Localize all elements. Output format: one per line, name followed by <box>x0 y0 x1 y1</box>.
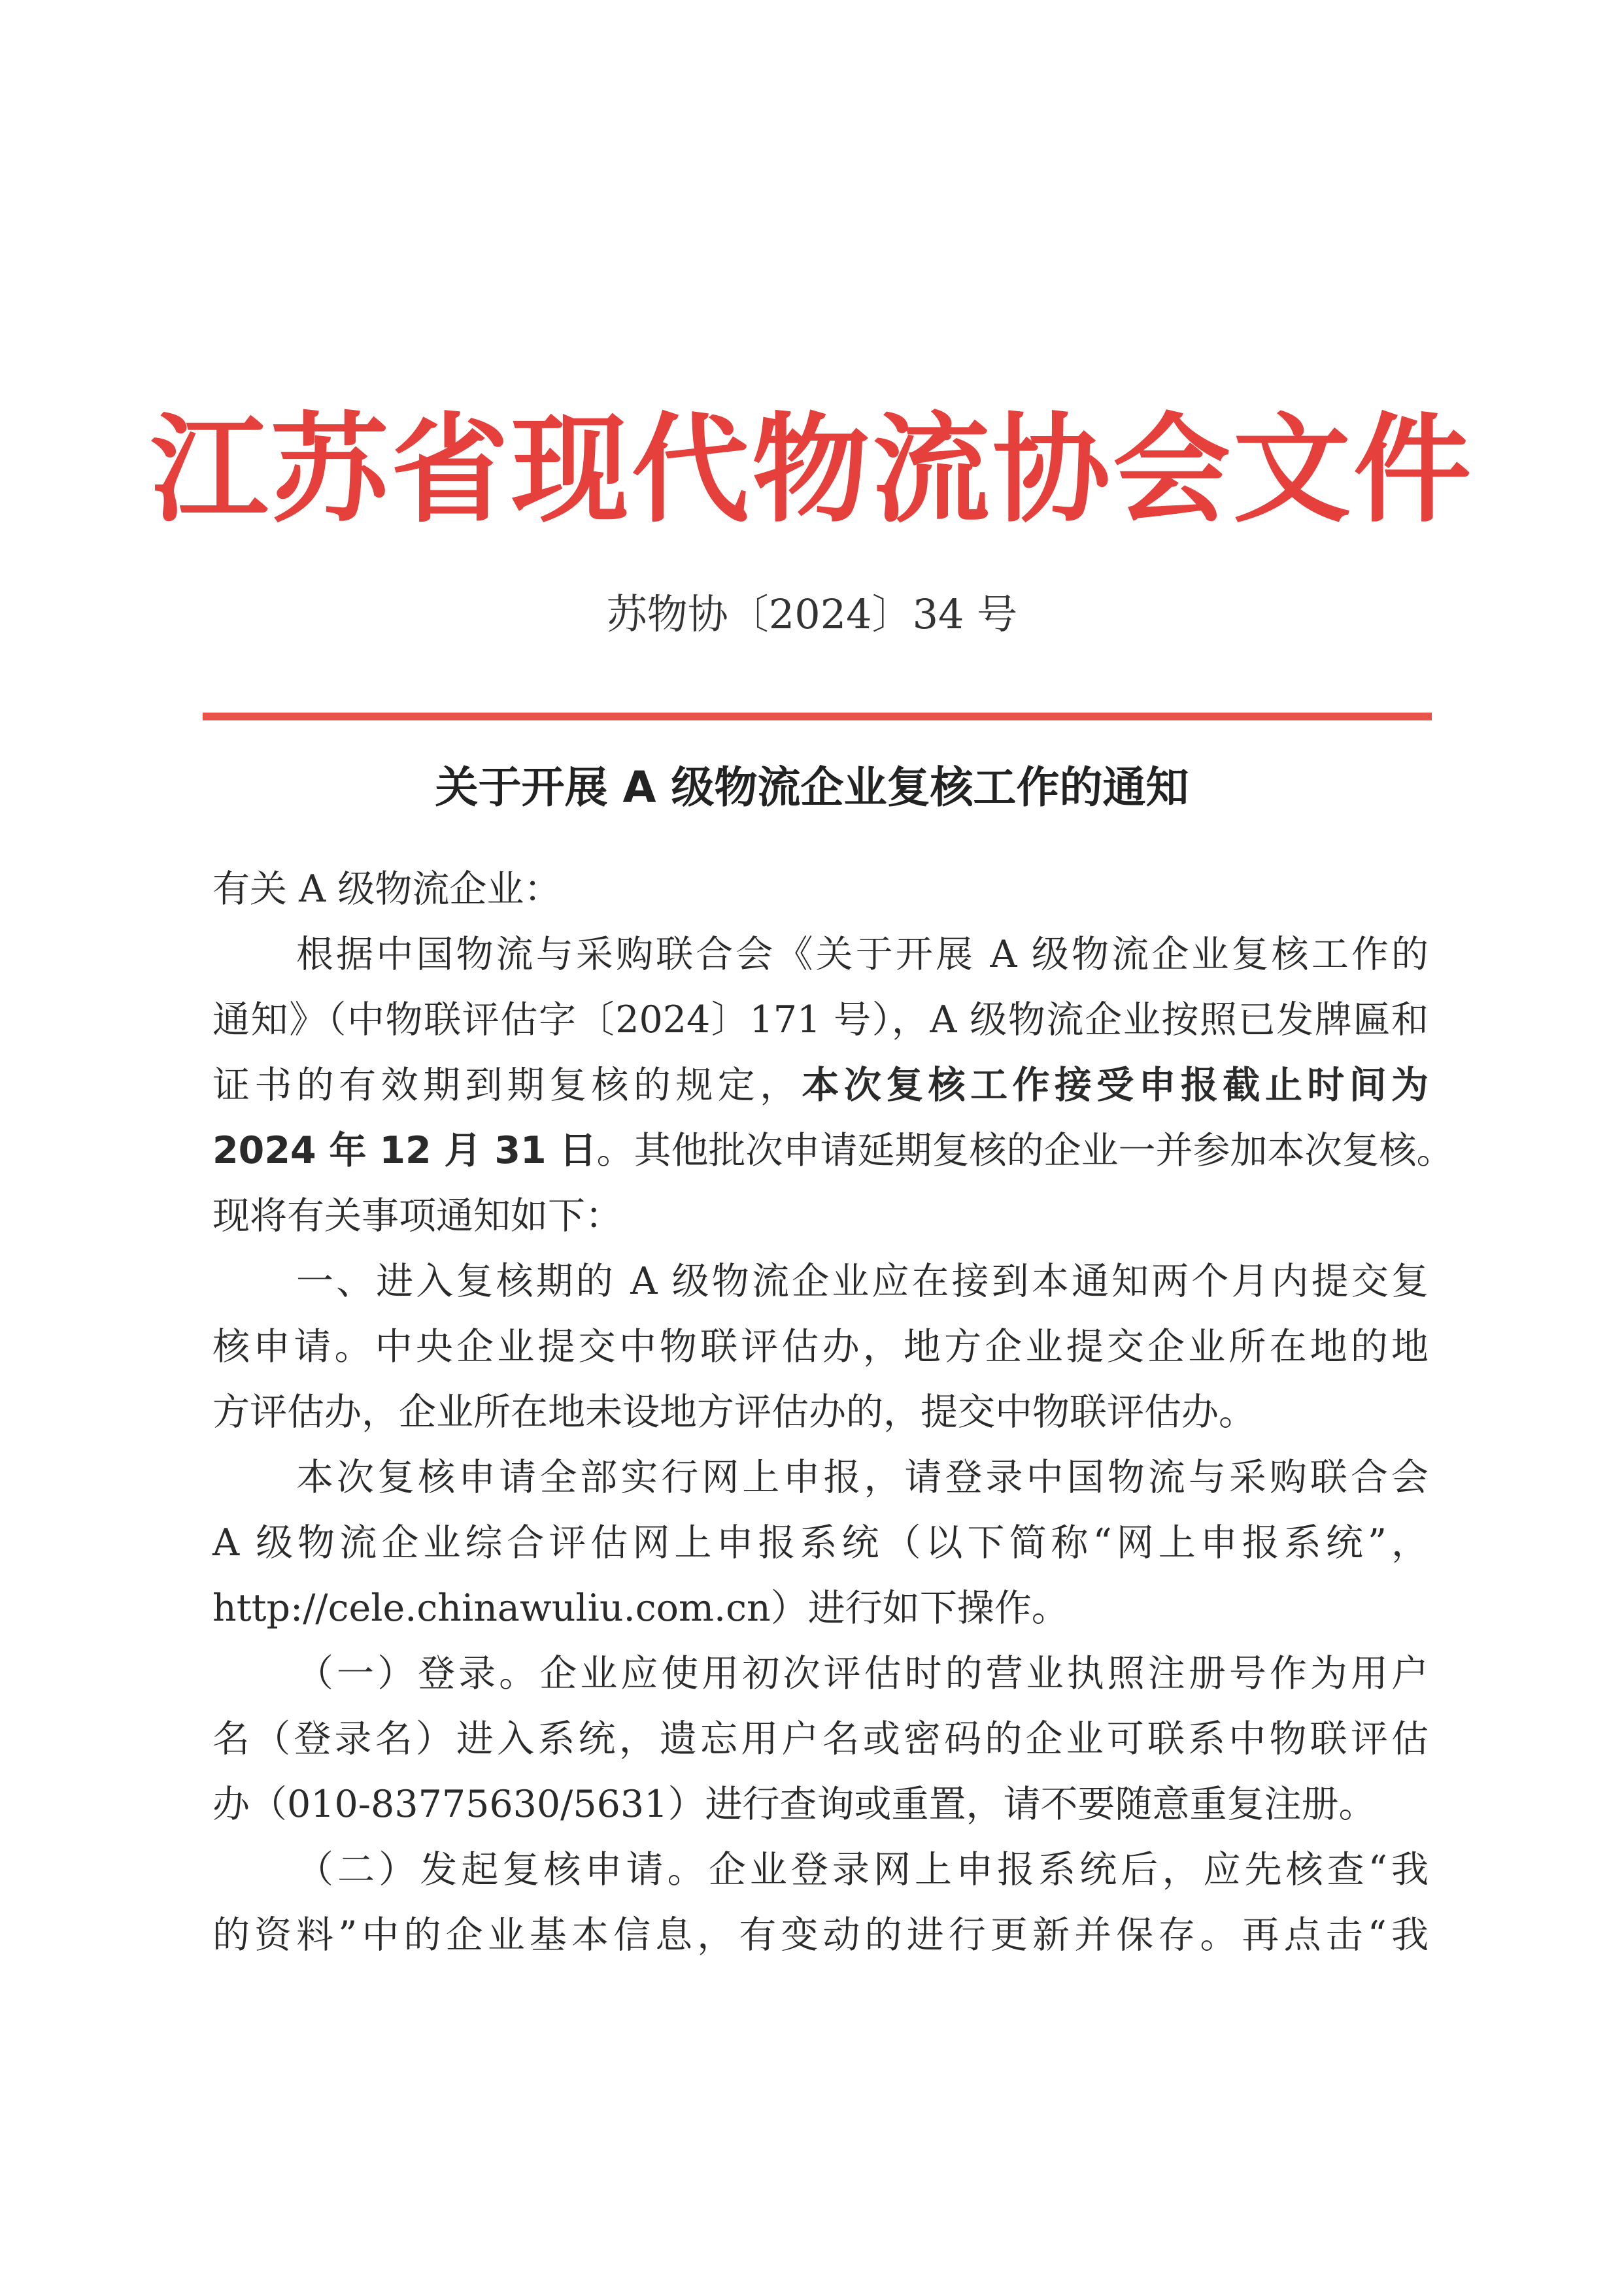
paragraph-2-line-2: 核申请。中央企业提交中物联评估办，地方企业提交企业所在地的地 <box>212 1325 1429 1368</box>
paragraph-3-line-2: A 级物流企业综合评估网上申报系统（以下简称“网上申报系统”， <box>212 1521 1429 1564</box>
salutation: 有关 A 级物流企业： <box>212 868 562 911</box>
paragraph-1-line-4 <box>212 1118 1454 1183</box>
paragraph-3-line-1: 本次复核申请全部实行网上申报，请登录中国物流与采购联合会 <box>296 1456 1429 1499</box>
paragraph-1-line-3 <box>212 1053 1429 1118</box>
paragraph-2-line-1: 一、进入复核期的 A 级物流企业应在接到本通知两个月内提交复 <box>296 1260 1429 1303</box>
red-divider-rule <box>203 713 1432 720</box>
paragraph-5-line-2: 的资料”中的企业基本信息，有变动的进行更新并保存。再点击“我 <box>212 1914 1429 1957</box>
deadline-date: 2024 年 12 月 31 日 <box>212 1129 597 1172</box>
notice-body <box>212 856 1454 1968</box>
paragraph-3-line-3: http://cele.chinawuliu.com.cn）进行如下操作。 <box>212 1587 1069 1630</box>
paragraph-4-line-1: （一）登录。企业应使用初次评估时的营业执照注册号作为用户 <box>296 1652 1429 1695</box>
paragraph-2-line-3: 方评估办，企业所在地未设地方评估办的，提交中物联评估办。 <box>212 1391 1256 1434</box>
paragraph-1-line-2: 通知》（中物联评估字〔2024〕171 号），A 级物流企业按照已发牌匾和 <box>212 998 1429 1041</box>
paragraph-1-line-4-normal: 。其他批次申请延期复核的企业一并参加本次复核。 <box>596 1129 1454 1172</box>
paragraph-4-line-3: 办（010-83775630/5631）进行查询或重置，请不要随意重复注册。 <box>212 1783 1376 1826</box>
notice-title: 关于开展 A 级物流企业复核工作的通知 <box>435 762 1189 813</box>
paragraph-5-line-1: （二）发起复核申请。企业登录网上申报系统后，应先核查“我 <box>296 1848 1429 1891</box>
org-masthead-title: 江苏省现代物流协会文件 <box>150 402 1474 539</box>
paragraph-1-line-3-normal: 证书的有效期到期复核的规定， <box>212 1064 802 1107</box>
deadline-emphasis: 本次复核工作接受申报截止时间为 <box>802 1064 1429 1107</box>
paragraph-4-line-2: 名（登录名）进入系统，遗忘用户名或密码的企业可联系中物联评估 <box>212 1717 1429 1761</box>
paragraph-1-line-5: 现将有关事项通知如下： <box>212 1194 622 1238</box>
document-number: 苏物协〔2024〕34 号 <box>606 590 1018 638</box>
paragraph-1-line-1: 根据中国物流与采购联合会《关于开展 A 级物流企业复核工作的 <box>296 933 1429 976</box>
